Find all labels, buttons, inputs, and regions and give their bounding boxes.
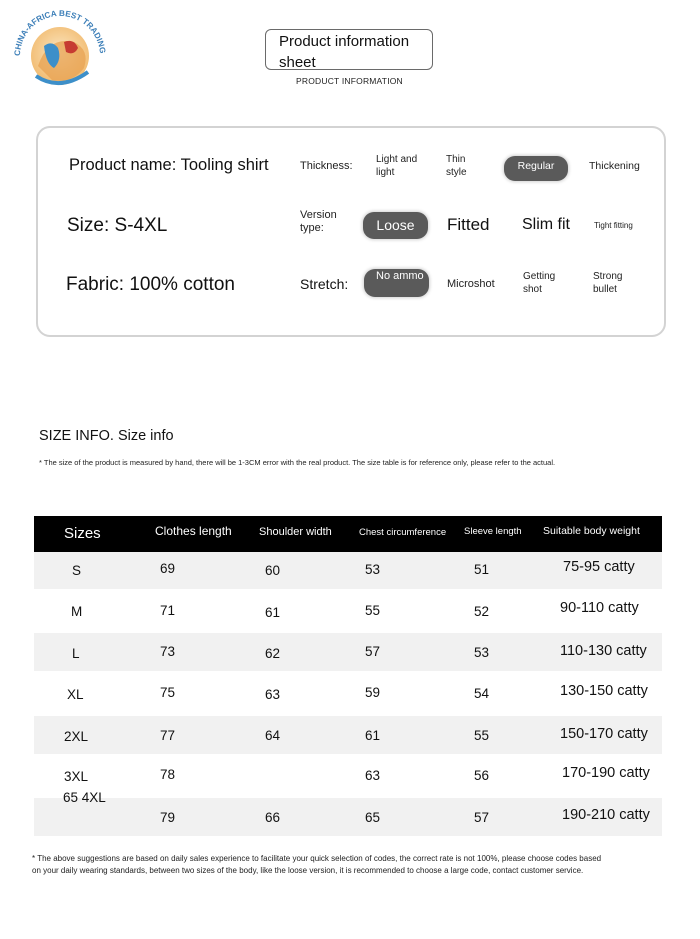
cell-clothes-length: 73 [160, 644, 176, 659]
brand-logo [8, 6, 106, 96]
size-info-title: SIZE INFO. Size info [39, 428, 174, 444]
cell-body-weight: 150-170 catty [560, 726, 648, 742]
header-shoulder-width: Shoulder width [259, 526, 332, 538]
version-option-tight-fitting[interactable]: Tight fitting [594, 221, 633, 230]
cell-clothes-length: 78 [160, 767, 176, 782]
cell-shoulder-width: 62 [265, 646, 281, 661]
logo-text: CHINA-AFRICA BEST TRADIN [12, 8, 106, 57]
header-sleeve-length: Sleeve length [464, 526, 522, 537]
cell-clothes-length: 71 [160, 603, 176, 618]
product-size: Size: S-4XL [67, 215, 168, 236]
cell-body-weight: 130-150 catty [560, 683, 648, 699]
thickness-option-thin[interactable]: Thin style [446, 154, 467, 178]
cell-clothes-length: 75 [160, 685, 176, 700]
stretch-label: Stretch: [300, 276, 349, 292]
cell-sleeve: 55 [474, 728, 490, 743]
cell-shoulder-width: 61 [265, 605, 281, 620]
stretch-option-no-ammo-selected[interactable]: No ammo [364, 269, 429, 297]
cell-clothes-length: 77 [160, 728, 176, 743]
stretch-option-strong-bullet[interactable]: Strong bullet [593, 271, 623, 295]
cell-shoulder-width: 64 [265, 728, 281, 743]
header-sizes: Sizes [64, 525, 101, 542]
footer-note: * The above suggestions are based on daily sales experience to facilitate your quick selection of codes, the correct rate is not 100%, please choose codes based on your daily wearing standards, between two sizes of the body, like the loose version, it is recommended to choose a large code, contact customer service. [32, 854, 602, 875]
cell-sleeve: 57 [474, 810, 490, 825]
thickness-label: Thickness: [300, 160, 353, 172]
table-row [34, 589, 662, 633]
cell-chest: 61 [365, 728, 381, 743]
cell-size: 65 4XL [63, 790, 106, 805]
table-row [34, 671, 662, 716]
table-row [34, 716, 662, 754]
cell-size: L [72, 646, 80, 661]
thickness-option-regular-selected[interactable]: Regular [504, 156, 568, 181]
cell-chest: 65 [365, 810, 381, 825]
cell-size: M [71, 604, 83, 619]
cell-size: S [72, 563, 82, 578]
cell-chest: 55 [365, 603, 381, 618]
header-chest-circumference: Chest circumference [359, 527, 447, 538]
version-option-slim-fit[interactable]: Slim fit [522, 216, 570, 233]
cell-body-weight: 75-95 catty [563, 559, 635, 575]
cell-body-weight: 170-190 catty [562, 765, 650, 781]
table-row [34, 552, 662, 589]
cell-size: 2XL [64, 729, 89, 744]
page-title: Product information sheet [265, 29, 433, 70]
cell-body-weight: 110-130 catty [560, 643, 647, 659]
cell-sleeve: 54 [474, 686, 490, 701]
cell-clothes-length: 69 [160, 561, 176, 576]
product-fabric: Fabric: 100% cotton [66, 274, 235, 295]
table-row [34, 790, 662, 836]
cell-body-weight: 190-210 catty [562, 807, 650, 823]
page-subtitle: PRODUCT INFORMATION [296, 76, 403, 86]
stretch-option-getting-shot[interactable]: Getting shot [523, 271, 556, 295]
cell-chest: 63 [365, 768, 381, 783]
cell-sleeve: 52 [474, 604, 490, 619]
cell-shoulder-width: 63 [265, 687, 281, 702]
version-option-loose-selected[interactable]: Loose [363, 212, 428, 239]
thickness-option-thickening[interactable]: Thickening [589, 160, 640, 172]
table-header [34, 516, 662, 552]
cell-sleeve: 51 [474, 562, 490, 577]
cell-chest: 59 [365, 685, 381, 700]
cell-size: 3XL [64, 769, 89, 784]
size-info-note: * The size of the product is measured by hand, there will be 1-3CM error with the real product. The size table is for reference only, please refer to the actual. [39, 458, 556, 467]
cell-size: XL [67, 687, 84, 702]
cell-body-weight: 90-110 catty [560, 600, 639, 616]
version-option-fitted[interactable]: Fitted [447, 215, 490, 234]
cell-clothes-length: 79 [160, 810, 176, 825]
cell-shoulder-width: 60 [265, 563, 281, 578]
cell-chest: 53 [365, 562, 381, 577]
cell-chest: 57 [365, 644, 381, 659]
stretch-option-microshot[interactable]: Microshot [447, 278, 495, 290]
cell-sleeve: 53 [474, 645, 490, 660]
cell-shoulder-width: 66 [265, 810, 281, 825]
table-row [34, 633, 662, 671]
header-clothes-length: Clothes length [155, 524, 232, 538]
thickness-option-light[interactable]: Light and light [376, 154, 418, 178]
product-name: Product name: Tooling shirt [69, 156, 269, 174]
header-suitable-body-weight: Suitable body weight [543, 525, 640, 537]
cell-sleeve: 56 [474, 768, 490, 783]
table-row [34, 754, 662, 798]
version-type-label: Version type: [300, 209, 337, 234]
